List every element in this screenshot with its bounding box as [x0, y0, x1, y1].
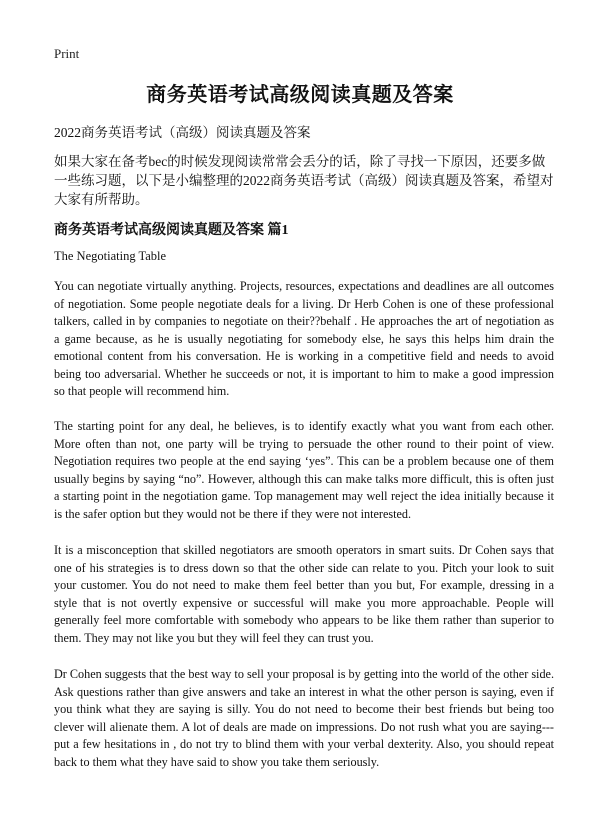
article-paragraph-3: It is a misconception that skilled negotiators are smooth operators in smart suits. Dr Cohen says that one of his strategies is to dress down so that the other side can relate to you. Pitch your look to suit your customer. You do not need to make them feel better than you but, For example, dressing in a style that is not overtly expensive or successful will make you more approachable. People will generally feel more comfortable with somebody who appears to be like them rather than superior to them. They may not like you but they will feel they can trust you. [54, 543, 554, 645]
article-title: The Negotiating Table [54, 249, 167, 263]
page-title: 商务英语考试高级阅读真题及答案 [146, 84, 454, 106]
print-link[interactable]: Print [54, 46, 80, 61]
article-paragraph-1: You can negotiate virtually anything. Projects, resources, expectations and deadlines are all outcomes of negotiation. Some people negotiate deals for a living. Dr Herb Cohen is one of these professional talkers, called in by companies to negotiate on their??behalf . He approaches the art of negotiation as a game because, as he is usually negotiating for somebody else, he says this helps him drain the emotional content from his conversation. He is working in a competitive field and needs to avoid being too adversarial. Whether he succeeds or not, it is important to him to make a good impression so that people will recommend him. [54, 279, 554, 398]
article-paragraph-4: Dr Cohen suggests that the best way to sell your proposal is by getting into the world of the other side. Ask questions rather than give answers and take an interest in what the other person is saying, even if you think what they are saying is silly. You do not need to become their best friends but being too clever will alienate them. A lot of deals are made on impressions. Do not rush what you are saying---put a few hesitations in , do not try to blind them with your verbal dexterity. Also, you should repeat back to them what they have said to show you take them seriously. [54, 667, 554, 769]
intro-paragraph: 如果大家在备考bec的时候发现阅读常常会丢分的话，除了寻找一下原因，还要多做一些练习题，以下是小编整理的2022商务英语考试（高级）阅读真题及答案，希望对大家有所帮助。 [54, 154, 554, 207]
section-heading: 商务英语考试高级阅读真题及答案 篇1 [54, 223, 289, 238]
article-paragraph-2: The starting point for any deal, he believes, is to identify exactly what you want from each other. More often than not, one party will be trying to persuade the other round to their point of view. Negotiation requires two people at the end saying ‘yes”. This can be a problem because one of them usually begins by saying “no”. However, although this can make talks more difficult, this is often just a starting point in the negotiation game. Top management may well reject the idea initially because it is the safer option but they would not be there if they were not interested. [54, 419, 554, 521]
document-subtitle: 2022商务英语考试（高级）阅读真题及答案 [54, 125, 311, 140]
